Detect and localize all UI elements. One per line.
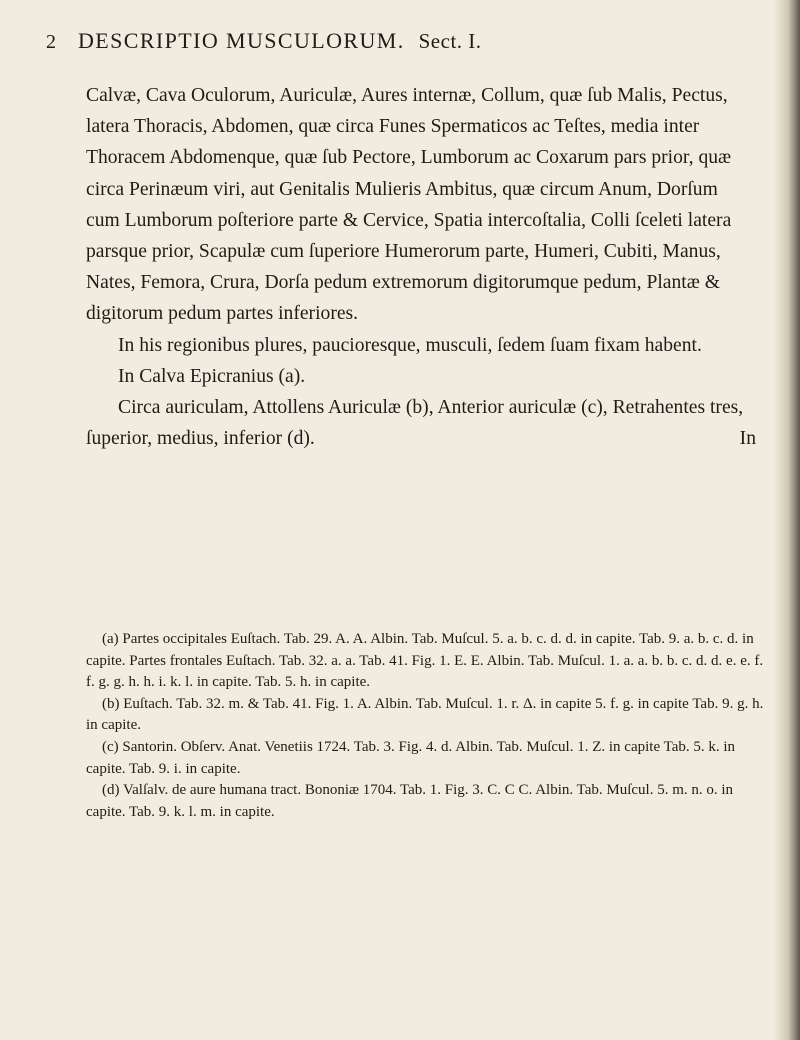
running-title: DESCRIPTIO MUSCULORUM. [78, 28, 405, 53]
paragraph-calva: In Calva Epicranius (a). [118, 365, 306, 387]
page-number: 2 [46, 31, 57, 53]
footnote-b: (b) Euſtach. Tab. 32. m. & Tab. 41. Fig. 1. A. Albin. Tab. Muſcul. 1. r. Δ. in capite 5. f. g. in capite Tab. 9. g. h. in capite. [86, 695, 764, 734]
catchword: In [739, 428, 756, 450]
paragraph-regions: Calvæ, Cava Oculorum, Auriculæ, Aures internæ, Collum, quæ ſub Malis, Pectus, latera Thoracis, Abdomen, quæ circa Funes Spermaticos ac Teſtes, media inter Thoracem Abdomenque, quæ ſub Pectore, Lumborum ac Coxarum pars prior, quæ circa Perinæum viri, aut Genitalis Mulieris Ambitus, quæ circum Anum, Dorſum cum Lumborum poſteriore parte & Cervice, Spatia intercoſtalia, Colli ſceleti latera parsque prior, Scapulæ cum ſuperiore Humerorum parte, Humeri, Cubiti, Manus, Nates, Femora, Crura, Dorſa pedum extremorum digitorumque pedum, Plantæ & digitorum pedum partes inferiores. [86, 85, 732, 325]
main-text [86, 80, 756, 455]
footnote-c: (c) Santorin. Obſerv. Anat. Venetiis 1724. Tab. 3. Fig. 4. d. Albin. Tab. Muſcul. 1. Z. in capite Tab. 5. k. in capite. Tab. 9. i. in capite. [86, 738, 736, 777]
section-label: Sect. I. [418, 29, 482, 53]
paragraph-auricula-block [86, 392, 756, 454]
footnotes [86, 629, 766, 823]
footnote-a: (a) Partes occipitales Euſtach. Tab. 29. A. A. Albin. Tab. Muſcul. 5. a. b. c. d. d. in capite. Tab. 9. a. b. c. d. in capite. Partes frontales Euſtach. Tab. 32. a. a. Tab. 41. Fig. 1. E. E. Albin. Tab. Muſcul. 1. a. a. b. b. c. d. d. e. e. f. f. g. g. h. h. i. k. l. in capite. Tab. 5. h. in capite. [86, 631, 764, 691]
page-edge-shadow [774, 0, 800, 1040]
footnote-d: (d) Valſalv. de aure humana tract. Bononiæ 1704. Tab. 1. Fig. 3. C. C C. Albin. Tab. Muſcul. 5. m. n. o. in capite. Tab. 9. k. l. m. in capite. [86, 782, 734, 820]
running-header [46, 28, 766, 54]
paragraph-musculi: In his regionibus plures, paucioresque, musculi, ſedem ſuam fixam habent. [118, 334, 702, 356]
paragraph-auricula: Circa auriculam, Attollens Auriculæ (b), Anterior auriculæ (c), Retrahentes tres, ſuperior, medius, inferior (d). [86, 397, 744, 450]
